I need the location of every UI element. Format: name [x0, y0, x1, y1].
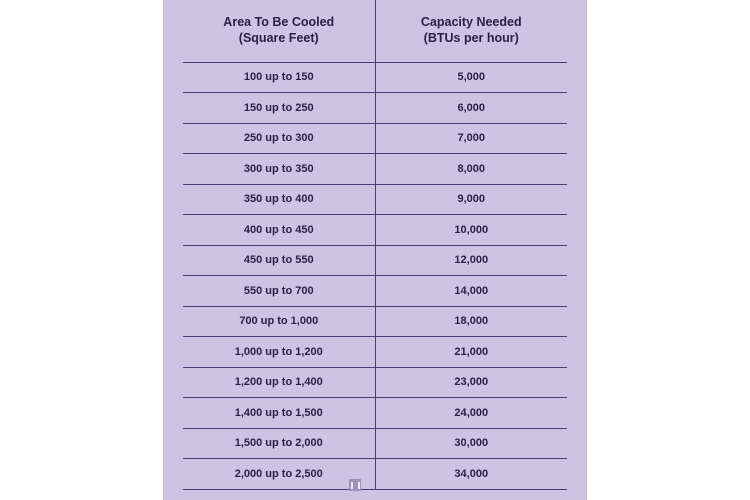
table-row	[183, 398, 567, 429]
table-row	[183, 62, 567, 93]
cell-area: 150 up to 250	[183, 93, 375, 124]
column-header-capacity	[375, 0, 567, 62]
cell-area: 1,500 up to 2,000	[183, 428, 375, 459]
cell-area: 2,000 up to 2,500	[183, 459, 375, 490]
cell-capacity: 34,000	[375, 459, 567, 490]
table-row	[183, 245, 567, 276]
cell-area: 100 up to 150	[183, 62, 375, 93]
cell-capacity: 14,000	[375, 276, 567, 307]
table-row	[183, 337, 567, 368]
cell-capacity: 7,000	[375, 123, 567, 154]
column-header-area-line1: Area To Be Cooled	[223, 14, 335, 29]
table-head	[183, 0, 567, 62]
cell-area: 550 up to 700	[183, 276, 375, 307]
chart-card	[163, 0, 587, 500]
cell-area: 700 up to 1,000	[183, 306, 375, 337]
cell-area: 1,400 up to 1,500	[183, 398, 375, 429]
table-row	[183, 215, 567, 246]
cell-capacity: 5,000	[375, 62, 567, 93]
cell-capacity: 24,000	[375, 398, 567, 429]
cell-capacity: 23,000	[375, 367, 567, 398]
cell-capacity: 12,000	[375, 245, 567, 276]
btu-sizing-table	[183, 0, 567, 490]
cell-area: 1,000 up to 1,200	[183, 337, 375, 368]
table-row	[183, 459, 567, 490]
table-row	[183, 154, 567, 185]
cell-capacity: 6,000	[375, 93, 567, 124]
column-header-capacity-line1: Capacity Needed	[420, 14, 522, 29]
cell-capacity: 10,000	[375, 215, 567, 246]
column-header-area	[183, 0, 375, 62]
table-row	[183, 123, 567, 154]
cell-capacity: 30,000	[375, 428, 567, 459]
table-body	[183, 62, 567, 489]
column-header-area-line2: (Square Feet)	[238, 30, 319, 45]
cell-capacity: 9,000	[375, 184, 567, 215]
table-row	[183, 93, 567, 124]
table-row	[183, 184, 567, 215]
table-header-row	[183, 0, 567, 62]
table-row	[183, 276, 567, 307]
bracket-logo-inner	[351, 482, 360, 489]
column-header-capacity-line2: (BTUs per hour)	[423, 30, 519, 45]
cell-area: 1,200 up to 1,400	[183, 367, 375, 398]
table-row	[183, 367, 567, 398]
table-container	[183, 0, 567, 500]
cell-capacity: 21,000	[375, 337, 567, 368]
table-row	[183, 306, 567, 337]
cell-area: 300 up to 350	[183, 154, 375, 185]
cell-area: 450 up to 550	[183, 245, 375, 276]
cell-capacity: 8,000	[375, 154, 567, 185]
table-row	[183, 428, 567, 459]
cell-area: 400 up to 450	[183, 215, 375, 246]
cell-area: 250 up to 300	[183, 123, 375, 154]
bracket-logo-icon	[349, 479, 361, 491]
cell-capacity: 18,000	[375, 306, 567, 337]
cell-area: 350 up to 400	[183, 184, 375, 215]
